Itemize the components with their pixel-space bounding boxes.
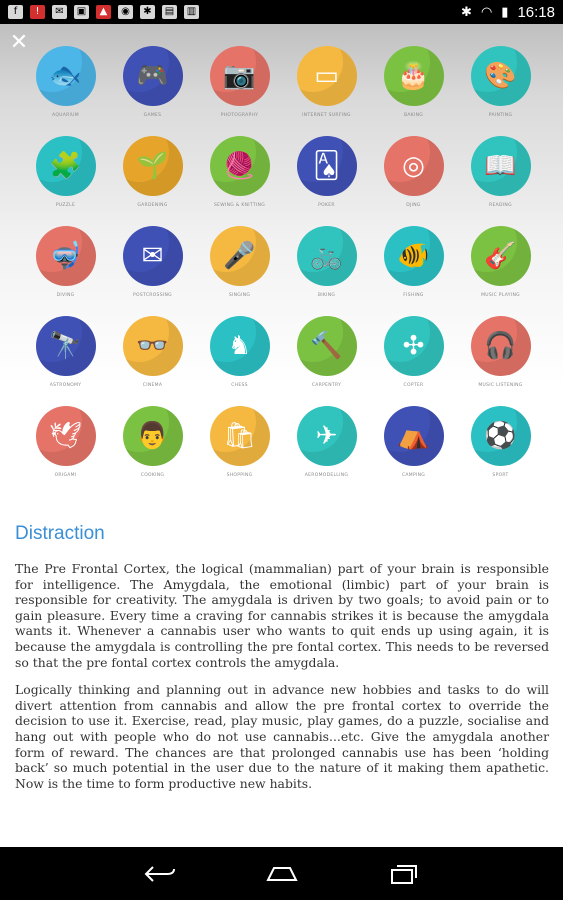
fish-icon: 🐠: [397, 241, 430, 271]
hobby-circle: [123, 226, 183, 286]
hobby-circle: [210, 136, 270, 196]
hobby-label: PUZZLE: [55, 203, 76, 208]
hobby-circle: [36, 316, 96, 376]
hobby-label: SINGING: [228, 293, 251, 298]
hobby-circle: [297, 136, 357, 196]
tent-icon: ⛺: [397, 421, 430, 451]
notification-icon: !: [30, 5, 45, 19]
hobby-circle: [384, 316, 444, 376]
hobby-label: MUSIC LISTENING: [478, 383, 523, 388]
camera-icon: 📷: [223, 61, 256, 91]
hobby-label: ORIGAMI: [54, 473, 77, 478]
notification-icon: f: [8, 5, 23, 19]
yarn-icon: 🧶: [223, 151, 256, 181]
plant-icon: 🌱: [136, 151, 169, 181]
hobby-circle: [36, 136, 96, 196]
hobby-label: MUSIC PLAYING: [481, 293, 520, 298]
home-icon: [265, 864, 299, 884]
hobby-item[interactable]: [370, 406, 457, 496]
hobby-label: ASTRONOMY: [49, 383, 82, 388]
hobby-item[interactable]: [109, 226, 196, 316]
guitar-icon: 🎸: [484, 241, 517, 271]
cake-icon: 🎂: [397, 61, 430, 91]
recent-apps-button[interactable]: [384, 854, 424, 894]
hobby-item[interactable]: [457, 136, 544, 226]
puzzle-icon: 🧩: [49, 151, 82, 181]
headphones-icon: 🎧: [484, 331, 517, 361]
notification-icon: ▲: [96, 5, 111, 19]
hobby-item[interactable]: [109, 406, 196, 496]
fishbowl-icon: 🐟: [49, 61, 82, 91]
back-button[interactable]: [140, 854, 180, 894]
hobby-item[interactable]: [283, 226, 370, 316]
bicycle-icon: 🚲: [310, 241, 343, 271]
hobby-label: GARDENING: [137, 203, 168, 208]
hobby-item[interactable]: [22, 136, 109, 226]
hobby-item[interactable]: [22, 406, 109, 496]
article-paragraph: Logically thinking and planning out in advance new hobbies and tasks to do will divert attention from cannabis and allow the pre frontal cortex to override the decision to use it. Exercise, read, play music, play games, do a puzzle, socialise and hang out with people who do not use cannabis...etc. Give the amygdala another form of reward. The chances are that prolonged cannabis use has been ‘holding back’ so much potential in the user due to the nature of it making them apathetic. Now is the time to form productive new habits.: [15, 682, 549, 791]
hobby-item[interactable]: [283, 46, 370, 136]
hobby-circle: [471, 406, 531, 466]
cards-icon: 🂡: [313, 151, 340, 181]
system-status: [461, 4, 563, 21]
book-icon: 📖: [484, 151, 517, 181]
hobby-label: AEROMODELLING: [304, 473, 349, 478]
article: [15, 520, 549, 803]
hobby-item[interactable]: [370, 226, 457, 316]
hobby-item[interactable]: [457, 46, 544, 136]
hobby-item[interactable]: [196, 406, 283, 496]
hobby-circle: [471, 136, 531, 196]
hobby-item[interactable]: [196, 226, 283, 316]
hobby-grid: [22, 46, 546, 496]
hobby-label: DJING: [406, 203, 421, 208]
soccer-ball-icon: ⚽: [484, 421, 517, 451]
hobby-label: COOKING: [140, 473, 165, 478]
hobby-label: POKER: [318, 203, 335, 208]
tablet-icon: ▭: [314, 61, 339, 91]
hobby-circle: [384, 136, 444, 196]
hobby-circle: [471, 46, 531, 106]
crane-icon: 🕊: [48, 421, 83, 451]
shopping-bag-icon: 🛍: [222, 421, 257, 451]
hobby-label: CINEMA: [142, 383, 163, 388]
hobby-item[interactable]: [457, 406, 544, 496]
recents-icon: [389, 863, 419, 885]
hobby-circle: [384, 226, 444, 286]
hobby-circle: [384, 46, 444, 106]
notification-icon: ▣: [74, 5, 89, 19]
hobby-label: BIKING: [317, 293, 336, 298]
hobby-circle: [297, 406, 357, 466]
hobby-circle: [297, 46, 357, 106]
notification-icon: ▥: [184, 5, 199, 19]
telescope-icon: 🔭: [49, 331, 82, 361]
hobby-circle: [471, 316, 531, 376]
hobby-circle: [123, 46, 183, 106]
notification-icons: [0, 5, 199, 19]
hobby-circle: [36, 226, 96, 286]
hobby-label: BAKING: [403, 113, 424, 118]
hobby-item[interactable]: [109, 46, 196, 136]
hobby-label: READING: [489, 203, 512, 208]
hobby-item[interactable]: [22, 226, 109, 316]
hobby-item[interactable]: [22, 316, 109, 406]
plane-icon: ✈: [315, 421, 338, 451]
hobby-label: SEWING & KNITTING: [213, 203, 266, 208]
hobby-label: SPORT: [492, 473, 509, 478]
battery-icon: ▮: [501, 4, 509, 19]
notification-icon: ▤: [162, 5, 177, 19]
hobby-label: PAINTING: [488, 113, 513, 118]
hobby-item[interactable]: [283, 316, 370, 406]
turntable-icon: ◎: [402, 151, 425, 181]
close-icon[interactable]: ✕: [9, 30, 29, 55]
status-bar: [0, 0, 563, 24]
hobby-label: POSTCROSSING: [133, 293, 172, 298]
hobby-circle: [210, 316, 270, 376]
stamp-icon: ✉: [141, 241, 164, 271]
hobby-label: GAMES: [143, 113, 162, 118]
microphone-icon: 🎤: [223, 241, 256, 271]
hobby-item[interactable]: [457, 316, 544, 406]
hobby-label: CHESS: [231, 383, 248, 388]
hobby-item[interactable]: [283, 136, 370, 226]
navigation-bar: [0, 847, 563, 900]
clock: 16:18: [517, 3, 555, 21]
home-button[interactable]: [262, 854, 302, 894]
hobby-item[interactable]: [370, 46, 457, 136]
hobby-label: SHOPPING: [226, 473, 253, 478]
hobby-label: AQUARIUM: [52, 113, 79, 118]
article-paragraph: The Pre Frontal Cortex, the logical (mammalian) part of your brain is responsible for intelligence. The Amygdala, the emotional (limbic) part of your brain is responsible for creativity. The amygdala is driven by two goals; to avoid pain or to gain pleasure. Every time a craving for cannabis strikes it is because the amygdala wants it. Whenever a cannabis user who wants to quit ends up using again, it is because the amygdala is controlling the pre fontal cortex. This needs to be reversed so that the pre fontal cortex controls the amygdala.: [15, 561, 549, 670]
chess-knight-icon: ♞: [227, 331, 252, 361]
hobby-label: PHOTOGRAPHY: [220, 113, 259, 118]
chef-hat-icon: 👨: [136, 421, 169, 451]
back-icon: [143, 864, 177, 884]
notification-icon: ◉: [118, 5, 133, 19]
bluetooth-icon: ✱: [461, 4, 472, 19]
hobby-circle: [384, 406, 444, 466]
drone-icon: ✣: [402, 331, 425, 361]
hobby-item[interactable]: [22, 46, 109, 136]
tools-icon: 🔨: [310, 331, 343, 361]
hobby-circle: [36, 46, 96, 106]
hobby-label: COPTER: [403, 383, 424, 388]
hobby-circle: [36, 406, 96, 466]
hobby-circle: [210, 46, 270, 106]
hobby-label: CAMPING: [401, 473, 426, 478]
hobby-item[interactable]: [196, 46, 283, 136]
hobby-circle: [210, 406, 270, 466]
notification-icon: ✱: [140, 5, 155, 19]
hobby-item[interactable]: [370, 316, 457, 406]
hobby-circle: [471, 226, 531, 286]
hobby-item[interactable]: [109, 136, 196, 226]
hobby-circle: [123, 406, 183, 466]
hobby-label: CARPENTRY: [311, 383, 342, 388]
hobby-label: FISHING: [403, 293, 424, 298]
hobby-circle: [123, 136, 183, 196]
article-title: Distraction: [15, 523, 105, 544]
palette-icon: 🎨: [484, 61, 517, 91]
gamepad-icon: 🎮: [136, 61, 169, 91]
hobby-circle: [123, 316, 183, 376]
hobby-circle: [210, 226, 270, 286]
hobby-label: DIVING: [56, 293, 75, 298]
hobby-item[interactable]: [457, 226, 544, 316]
hobby-circle: [297, 316, 357, 376]
glasses-icon: 👓: [136, 331, 169, 361]
snorkel-icon: 🤿: [49, 241, 82, 271]
notification-icon: ✉: [52, 5, 67, 19]
hobby-circle: [297, 226, 357, 286]
hobby-item[interactable]: [196, 136, 283, 226]
hobby-label: INTERNET SURFING: [302, 113, 351, 118]
wifi-icon: ◠: [480, 4, 493, 19]
hobby-item[interactable]: [283, 406, 370, 496]
hobby-item[interactable]: [196, 316, 283, 406]
hobby-item[interactable]: [370, 136, 457, 226]
hobby-item[interactable]: [109, 316, 196, 406]
